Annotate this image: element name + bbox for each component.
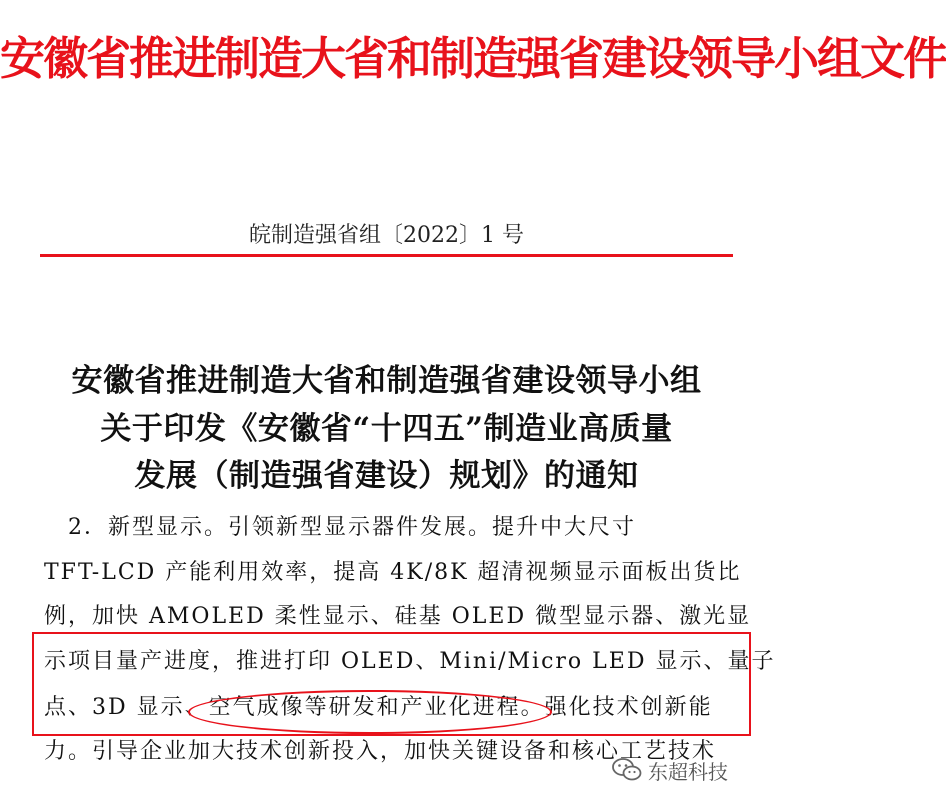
red-divider-line xyxy=(40,254,733,257)
notice-title-line-2: 关于印发《安徽省“十四五”制造业高质量 xyxy=(100,411,673,447)
body-line-4: 示项目量产进度，推进打印 OLED、Mini/Micro LED 显示、量子 xyxy=(44,649,776,674)
watermark xyxy=(612,752,762,788)
document-number: 皖制造强省组〔2022〕1 号 xyxy=(249,223,524,248)
notice-title-line-3: 发展（制造强省建设）规划》的通知 xyxy=(134,458,639,494)
body-line-1: 2．新型显示。引领新型显示器件发展。提升中大尺寸 xyxy=(44,515,636,540)
body-line-6: 力。引导企业加大技术创新投入，加快关键设备和核心工艺技术 xyxy=(44,739,717,764)
wechat-icon xyxy=(612,757,642,783)
body-line-3: 例，加快 AMOLED 柔性显示、硅基 OLED 微型显示器、激光显 xyxy=(44,604,752,629)
notice-title-line-1: 安徽省推进制造大省和制造强省建设领导小组 xyxy=(71,363,702,399)
watermark-text: 东超科技 xyxy=(648,759,728,784)
document-header-title: 安徽省推进制造大省和制造强省建设领导小组文件 xyxy=(0,32,946,85)
highlight-ellipse xyxy=(188,690,552,734)
body-line-2: TFT-LCD 产能利用效率，提高 4K/8K 超清视频显示面板出货比 xyxy=(44,560,742,585)
body-line-5: 点、3D 显示、空气成像等研发和产业化进程。强化技术创新能 xyxy=(44,695,713,720)
